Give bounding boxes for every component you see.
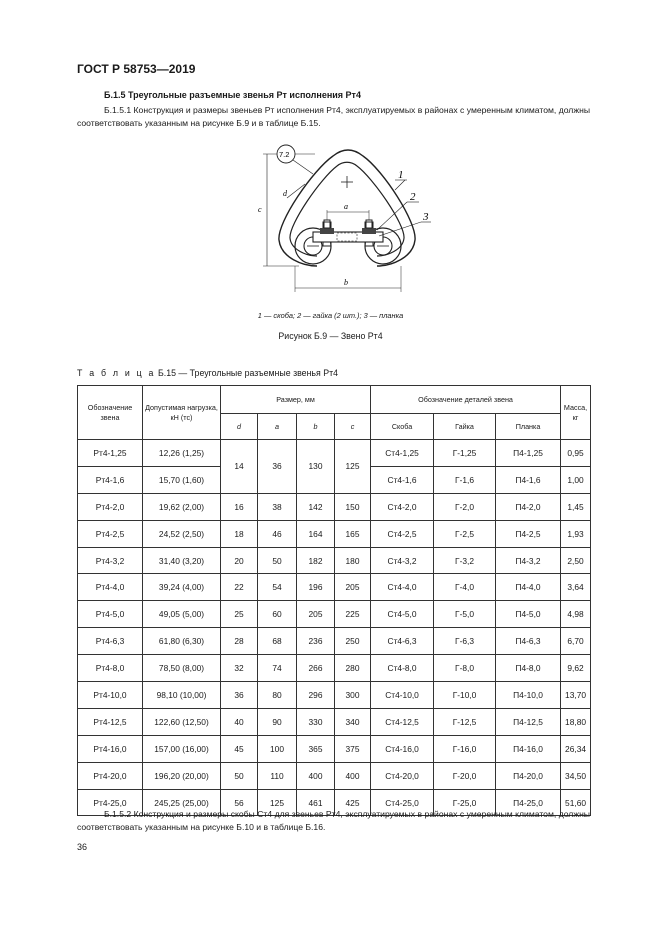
table-cell: 46 [258,520,297,547]
table-cell: 205 [335,574,371,601]
table-cell: Ст4-1,6 [371,466,434,493]
table-cell: 130 [297,440,335,494]
dim-c-label: c [258,205,262,214]
left-nut [320,228,334,234]
table-cell: 205 [297,601,335,628]
table-row [78,493,591,520]
table-cell: 19,62 (2,00) [143,493,221,520]
table-cell: Г-1,25 [434,440,496,467]
table-cell: Г-25,0 [434,789,496,816]
table-row [78,655,591,682]
table-cell: Рт4-3,2 [78,547,143,574]
table-cell: Г-6,3 [434,628,496,655]
roughness-label: 7.2 [279,150,290,159]
table-cell: 34,50 [561,762,591,789]
table-cell: 31,40 (3,20) [143,547,221,574]
header-mass: Масса, кг [561,386,591,440]
table-cell: Г-20,0 [434,762,496,789]
table-cell: Ст4-2,0 [371,493,434,520]
table-cell: П4-1,6 [496,466,561,493]
table-cell: П4-3,2 [496,547,561,574]
table-row [78,735,591,762]
header-bracket: Скоба [371,414,434,440]
figure-legend: 1 — скоба; 2 — гайка (2 шт.); 3 — планка [257,311,404,320]
table-cell: 38 [258,493,297,520]
table-cell: Рт4-16,0 [78,735,143,762]
table-cell: 125 [335,440,371,494]
table-cell: 36 [258,440,297,494]
table-cell: Ст4-8,0 [371,655,434,682]
table-cell: Г-16,0 [434,735,496,762]
table-cell: П4-1,25 [496,440,561,467]
header-b: b [297,414,335,440]
table-cell: П4-16,0 [496,735,561,762]
table-cell: П4-20,0 [496,762,561,789]
table-cell: П4-12,5 [496,708,561,735]
table-cell: 6,70 [561,628,591,655]
table-cell: 39,24 (4,00) [143,574,221,601]
standard-header: ГОСТ Р 58753—2019 [77,62,196,76]
table-cell: Рт4-8,0 [78,655,143,682]
table-cell: 165 [335,520,371,547]
page-number: 36 [77,842,88,852]
header-d: d [221,414,258,440]
table-cell: 16 [221,493,258,520]
table-cell: Ст4-10,0 [371,682,434,709]
callout-3: 3 [423,211,429,223]
table-row [78,762,591,789]
table-cell: 22 [221,574,258,601]
header-designation: Обозначение звена [78,386,143,440]
header-plate: Планка [496,414,561,440]
header-c: c [335,414,371,440]
table-cell: 296 [297,682,335,709]
table-cell: 266 [297,655,335,682]
table-cell: П4-10,0 [496,682,561,709]
table-cell: 1,00 [561,466,591,493]
table-cell: Ст4-12,5 [371,708,434,735]
section-title: Б.1.5 Треугольные разъемные звенья Рт исполнения Рт4 [104,90,361,100]
table-cell: 122,60 (12,50) [143,708,221,735]
table-cell: Ст4-4,0 [371,574,434,601]
table-cell: 1,93 [561,520,591,547]
table-cell: Ст4-6,3 [371,628,434,655]
table-row [78,682,591,709]
table-cell: Г-10,0 [434,682,496,709]
table-cell: Рт4-20,0 [78,762,143,789]
header-load: Допустимая нагрузка, кН (тс) [143,386,221,440]
table-cell: 196,20 (20,00) [143,762,221,789]
table-cell: 18,80 [561,708,591,735]
table-cell: П4-5,0 [496,601,561,628]
links-table [77,385,591,816]
table-cell: П4-8,0 [496,655,561,682]
table-cell: 400 [297,762,335,789]
table-cell: Ст4-1,25 [371,440,434,467]
table-cell: 50 [258,547,297,574]
table-caption [77,368,338,378]
table-cell: 365 [297,735,335,762]
table-cell: 9,62 [561,655,591,682]
table-cell: 375 [335,735,371,762]
table-cell: 225 [335,601,371,628]
table-cell: 1,45 [561,493,591,520]
header-size: Размер, мм [221,386,371,414]
table-caption-prefix: Т а б л и ц а [77,368,156,378]
table-cell: П4-2,5 [496,520,561,547]
table-cell: 142 [297,493,335,520]
figure-caption: Рисунок Б.9 — Звено Рт4 [278,331,383,341]
table-cell: 157,00 (16,00) [143,735,221,762]
table-cell: Рт4-6,3 [78,628,143,655]
table-cell: 180 [335,547,371,574]
table-cell: Рт4-2,5 [78,520,143,547]
table-cell: 12,26 (1,25) [143,440,221,467]
table-cell: 340 [335,708,371,735]
table-cell: 54 [258,574,297,601]
table-cell: 2,50 [561,547,591,574]
table-cell: Ст4-25,0 [371,789,434,816]
table-row [78,574,591,601]
table-cell: 74 [258,655,297,682]
table-cell: 61,80 (6,30) [143,628,221,655]
table-cell: П4-6,3 [496,628,561,655]
table-cell: 78,50 (8,00) [143,655,221,682]
paragraph-1: Б.1.5.1 Конструкция и размеры звеньев Рт исполнения Рт4, эксплуатируемых в районах с умеренным климатом, должны соответствовать указанным на рисунке Б.9 и в таблице Б.15. [77,105,590,128]
table-cell: 26,34 [561,735,591,762]
table-cell: Ст4-5,0 [371,601,434,628]
table-cell: 56 [221,789,258,816]
table-cell: 100 [258,735,297,762]
table-cell: 110 [258,762,297,789]
dim-d-label: d [283,189,287,198]
table-cell: 236 [297,628,335,655]
table-cell: Рт4-4,0 [78,574,143,601]
table-cell: 4,98 [561,601,591,628]
table-cell: П4-25,0 [496,789,561,816]
table-cell: 40 [221,708,258,735]
table-cell: 461 [297,789,335,816]
table-cell: Ст4-16,0 [371,735,434,762]
table-cell: Рт4-25,0 [78,789,143,816]
table-cell: Г-3,2 [434,547,496,574]
table-cell: 164 [297,520,335,547]
table-cell: Рт4-5,0 [78,601,143,628]
table-cell: 182 [297,547,335,574]
header-parts: Обозначение деталей звена [371,386,561,414]
table-cell: 0,95 [561,440,591,467]
table-cell: Г-8,0 [434,655,496,682]
table-cell: 250 [335,628,371,655]
table-cell: 45 [221,735,258,762]
paragraph-2: Б.1.5.2 Конструкция и размеры скобы Ст4 для звеньев Рт4, эксплуатируемых в районах с умеренным климатом, должны соответствовать указанным на рисунке Б.10 и в таблице Б.16. [77,809,590,832]
table-cell: 125 [258,789,297,816]
table-cell: Рт4-1,25 [78,440,143,467]
table-cell: Г-1,6 [434,466,496,493]
table-cell: 25 [221,601,258,628]
table-cell: 98,10 (10,00) [143,682,221,709]
table-cell: Г-5,0 [434,601,496,628]
table-row [78,547,591,574]
table-cell: 330 [297,708,335,735]
table-cell: Рт4-2,0 [78,493,143,520]
table-cell: 60 [258,601,297,628]
table-cell: 68 [258,628,297,655]
table-cell: Ст4-2,5 [371,520,434,547]
table-cell: П4-2,0 [496,493,561,520]
table-cell: 80 [258,682,297,709]
table-cell: 280 [335,655,371,682]
table-row [78,520,591,547]
header-a: a [258,414,297,440]
callout-1: 1 [398,169,404,181]
table-cell: 49,05 (5,00) [143,601,221,628]
table-cell: Ст4-3,2 [371,547,434,574]
table-cell: 90 [258,708,297,735]
table-row [78,601,591,628]
figure-link-drawing [255,140,445,300]
table-cell: 15,70 (1,60) [143,466,221,493]
table-cell: 14 [221,440,258,494]
table-cell: П4-4,0 [496,574,561,601]
dim-b-label: b [344,278,348,287]
table-cell: Рт4-1,6 [78,466,143,493]
table-cell: Ст4-20,0 [371,762,434,789]
table-cell: 150 [335,493,371,520]
header-nut: Гайка [434,414,496,440]
right-nut [362,228,376,234]
table-row [78,440,591,467]
table-cell: 32 [221,655,258,682]
table-cell: 50 [221,762,258,789]
table-cell: Г-2,5 [434,520,496,547]
table-cell: Г-2,0 [434,493,496,520]
table-cell: Г-12,5 [434,708,496,735]
table-cell: Рт4-10,0 [78,682,143,709]
table-cell: 300 [335,682,371,709]
table-row [78,708,591,735]
table-cell: Г-4,0 [434,574,496,601]
table-cell: 245,25 (25,00) [143,789,221,816]
table-cell: 20 [221,547,258,574]
table-cell: 400 [335,762,371,789]
table-cell: 18 [221,520,258,547]
table-cell: 196 [297,574,335,601]
dim-a-label: a [344,202,348,211]
table-cell: 3,64 [561,574,591,601]
callout-2: 2 [410,191,416,203]
table-cell: 24,52 (2,50) [143,520,221,547]
table-cell: 425 [335,789,371,816]
table-caption-text: Б.15 — Треугольные разъемные звенья Рт4 [155,368,339,378]
table-cell: Рт4-12,5 [78,708,143,735]
table-row [78,628,591,655]
table-cell: 13,70 [561,682,591,709]
table-cell: 28 [221,628,258,655]
table-cell: 51,60 [561,789,591,816]
table-cell: 36 [221,682,258,709]
